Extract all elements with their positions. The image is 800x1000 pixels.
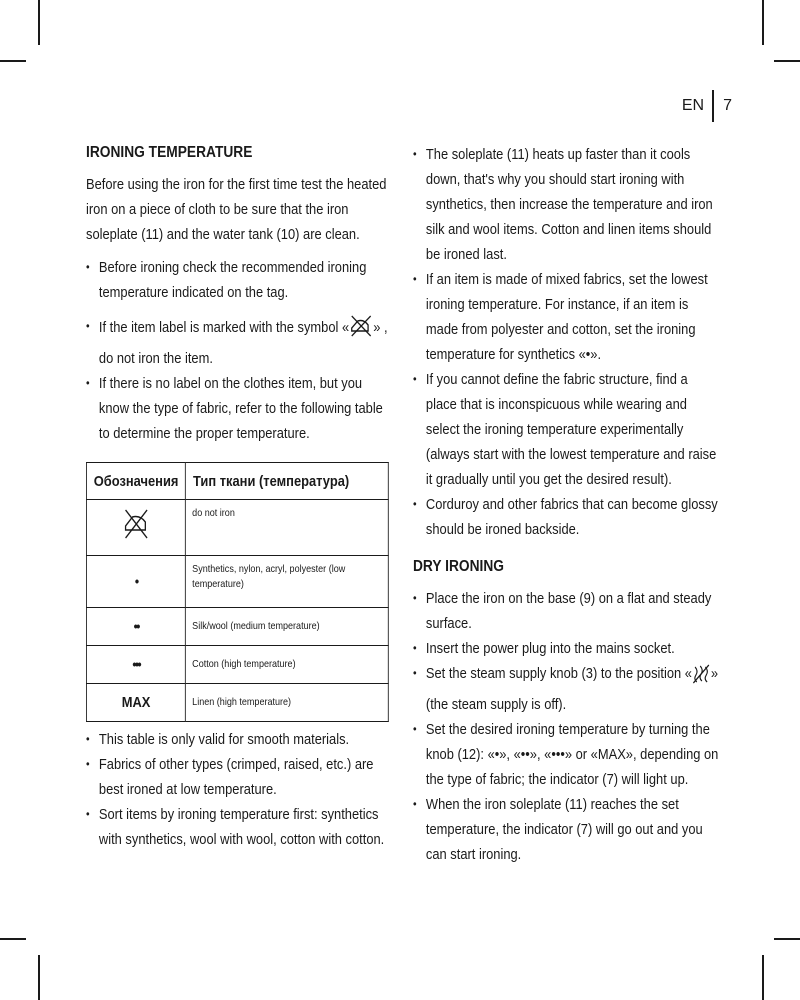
header-divider [712, 90, 714, 122]
table-cell-symbol [86, 556, 185, 608]
list-item [413, 661, 719, 717]
crop-mark-bottom-right-h [774, 938, 800, 940]
temperature-max: MAX [121, 694, 151, 711]
table-row [86, 684, 388, 722]
table-cell-symbol [86, 608, 185, 646]
table-row [86, 556, 388, 608]
list-item-text: » (the steam supply is off). [425, 665, 719, 713]
table-cell-fabric: do not iron [186, 500, 389, 556]
list-item: • Sort items by ironing temperature first: synthetics with synthetics, wool with wool, cotton with cotton. [86, 802, 389, 852]
crop-mark-bottom-left-h [0, 938, 26, 940]
list-item [86, 314, 389, 371]
list-item-text: If the item label is marked with the symbol « [98, 319, 350, 336]
crop-mark-bottom-right [762, 955, 764, 1000]
table-row [86, 500, 388, 556]
table-header-symbol: Обозначения [86, 463, 185, 500]
list-item: • Set the desired ironing temperature by turning the knob (12): «•», «••», «•••» or «MAX», depending on the type of fabric; the indicator (7) will light up. [413, 717, 719, 792]
table-cell-fabric: Cotton (high temperature) [186, 646, 389, 684]
list-item: • Insert the power plug into the mains socket. [413, 636, 719, 661]
table-header-fabric: Тип ткани (температура) [186, 463, 389, 500]
list-item-text: » , do not iron the item. [98, 319, 388, 367]
language-label: EN [681, 97, 705, 114]
list-item: • Place the iron on the base (9) on a flat and steady surface. [413, 586, 719, 636]
list-item: • This table is only valid for smooth materials. [86, 727, 389, 752]
bullet-list-before-table [86, 255, 389, 446]
bullet-list-after-table [86, 727, 389, 852]
left-column [86, 142, 389, 852]
list-item: • The soleplate (11) heats up faster than it cools down, that's why you should start ironing with synthetics, then increase the temperature and iron silk and wool items. Cotton and linen items should be ironed last. [413, 142, 719, 267]
table-cell-fabric: Synthetics, nylon, acryl, polyester (low temperature) [186, 556, 389, 608]
table-cell-symbol [86, 684, 185, 722]
page-number: 7 [723, 97, 732, 114]
list-item: • If there is no label on the clothes item, but you know the type of fabric, refer to the following table to determine the proper temperature. [86, 371, 389, 446]
crop-mark-bottom-left [38, 955, 40, 1000]
table-row [86, 608, 388, 646]
crop-mark-top-left-h [0, 60, 26, 62]
steam-off-icon [692, 664, 711, 692]
list-item: • When the iron soleplate (11) reaches the set temperature, the indicator (7) will go out and you can start ironing. [413, 792, 719, 867]
section-title-ironing-temperature: IRONING TEMPERATURE [86, 144, 253, 161]
temperature-table [86, 462, 389, 722]
table-row [86, 646, 388, 684]
list-item: • Fabrics of other types (crimped, raised, etc.) are best ironed at low temperature. [86, 752, 389, 802]
list-item: • If an item is made of mixed fabrics, set the lowest ironing temperature. For instance, if an item is made from polyester and cotton, set the ironing temperature for synthetics «•». [413, 267, 719, 367]
bullet-list-ironing-tips [413, 142, 719, 542]
temperature-dots: ••• [132, 656, 140, 672]
table-header-row [86, 463, 388, 500]
table-cell-fabric: Silk/wool (medium temperature) [186, 608, 389, 646]
crop-mark-top-right-h [774, 60, 800, 62]
no-iron-icon [121, 529, 150, 546]
crop-mark-top-right [762, 0, 764, 45]
list-item-text: Set the steam supply knob (3) to the position « [425, 665, 692, 682]
section-title-dry-ironing: DRY IRONING [413, 558, 504, 575]
table-cell-symbol [86, 646, 185, 684]
list-item: • Before ironing check the recommended ironing temperature indicated on the tag. [86, 255, 389, 305]
list-item: • Corduroy and other fabrics that can become glossy should be ironed backside. [413, 492, 719, 542]
no-iron-icon [349, 314, 373, 346]
right-column [413, 142, 719, 867]
temperature-dots: • [134, 573, 138, 589]
crop-mark-top-left [38, 0, 40, 45]
bullet-list-dry-ironing [413, 586, 719, 867]
list-item: • If you cannot define the fabric structure, find a place that is inconspicuous while wearing and select the ironing temperature experimentally (always start with the lowest temperature and raise it gradually until you get the desired result). [413, 367, 719, 492]
intro-paragraph: Before using the iron for the first time test the heated iron on a piece of cloth to be sure that the iron soleplate (11) and the water tank (10) are clean. [86, 176, 387, 243]
page-header [682, 90, 732, 122]
table-cell-fabric: Linen (high temperature) [186, 684, 389, 722]
temperature-dots: •• [133, 618, 139, 634]
table-cell-symbol [86, 500, 185, 556]
